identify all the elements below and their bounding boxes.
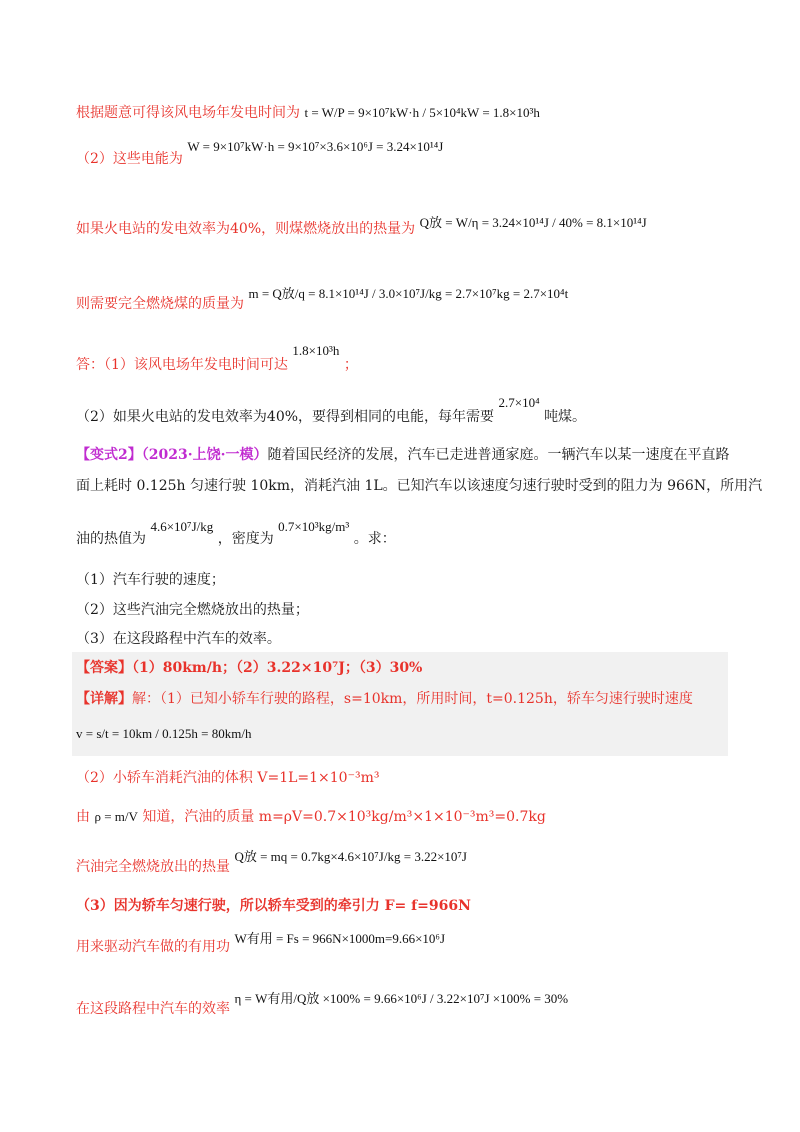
line-3 bbox=[76, 215, 647, 238]
line-5 bbox=[76, 343, 358, 374]
variant-2-tag: 【变式2】 bbox=[76, 447, 142, 463]
heat-value-equation: 4.6×10⁷J/kg bbox=[150, 519, 214, 534]
variant-2-source: （2023·上饶·一模） bbox=[141, 447, 268, 463]
line-1-text: 根据题意可得该风电场年发电时间为 bbox=[76, 105, 300, 121]
line-1 bbox=[76, 102, 540, 122]
step-2-line: （2）小轿车消耗汽油的体积 V=1L=1×10⁻³m³ bbox=[76, 770, 380, 786]
step-6-line bbox=[76, 931, 446, 956]
line-6-equation: 2.7×10⁴ bbox=[498, 395, 540, 410]
velocity-equation: v = s/t = 10km / 0.125h = 80km/h bbox=[76, 726, 252, 741]
line-3-text: 如果火电站的发电效率为40%，则煤燃烧放出的热量为 bbox=[76, 221, 416, 237]
detail-text: 解：（1）已知小轿车行驶的路程，s=10km，所用时间，t=0.125h，轿车匀速行驶时速度 bbox=[132, 691, 693, 707]
step-7-text: 在这段路程中汽车的效率 bbox=[76, 1001, 230, 1017]
variant-2-text-2: 面上耗时 0.125h 匀速行驶 10km，消耗汽油 1L。已知汽车以该速度匀速行驶时受到的阻力为 966N，所用汽 bbox=[76, 478, 763, 494]
variant-2-text-3c: 。求： bbox=[353, 531, 396, 547]
density-formula: ρ = m/V bbox=[94, 809, 138, 824]
step-5-line: （3）因为轿车匀速行驶，所以轿车受到的牵引力 F= f=966N bbox=[76, 898, 471, 914]
question-1: （1）汽车行驶的速度； bbox=[76, 572, 225, 588]
variant-2-line-1 bbox=[76, 444, 729, 464]
useful-work-equation: W有用 = Fs = 966N×1000m=9.66×10⁶J bbox=[234, 931, 446, 946]
detail-tag: 【详解】 bbox=[76, 691, 132, 707]
variant-2-line-2 bbox=[76, 475, 762, 495]
detail-equation-line bbox=[76, 726, 251, 742]
question-2: （2）这些汽油完全燃烧放出的热量； bbox=[76, 602, 309, 618]
variant-2-text-3a: 油的热值为 bbox=[76, 531, 146, 547]
heat-released-equation: Q放 = mq = 0.7kg×4.6×10⁷J/kg = 3.22×10⁷J bbox=[234, 849, 467, 864]
answer-tag: 【答案】 bbox=[76, 660, 132, 676]
detail-line bbox=[76, 688, 693, 708]
step-4-line bbox=[76, 849, 467, 876]
line-5-end: ； bbox=[343, 357, 358, 373]
step-4-text: 汽油完全燃烧放出的热量 bbox=[76, 859, 230, 875]
question-3: （3）在这段路程中汽车的效率。 bbox=[76, 631, 281, 647]
line-4-text: 则需要完全燃烧煤的质量为 bbox=[76, 296, 244, 312]
answer-line bbox=[76, 657, 422, 677]
variant-2-text-1: 随着国民经济的发展，汽车已走进普通家庭。一辆汽车以某一速度在平直路 bbox=[267, 447, 730, 463]
line-2 bbox=[76, 139, 444, 168]
line-4-equation: m = Q放/q = 8.1×10¹⁴J / 3.0×10⁷J/kg = 2.7×10⁷kg = 2.7×10⁴t bbox=[248, 286, 569, 301]
line-2-equation: W = 9×10⁷kW·h = 9×10⁷×3.6×10⁶J = 3.24×10¹⁴J bbox=[187, 139, 444, 154]
line-5-text: 答：（1）该风电场年发电时间可达 bbox=[76, 357, 288, 373]
step-3-line bbox=[76, 806, 546, 826]
line-2-text: （2）这些电能为 bbox=[76, 151, 183, 167]
step-3-text-b: 知道，汽油的质量 m=ρV=0.7×10³kg/m³×1×10⁻³m³=0.7kg bbox=[142, 809, 546, 825]
line-3-equation: Q放 = W/η = 3.24×10¹⁴J / 40% = 8.1×10¹⁴J bbox=[419, 215, 647, 230]
efficiency-equation: η = W有用/Q放 ×100% = 9.66×10⁶J / 3.22×10⁷J ×100% = 30% bbox=[234, 991, 569, 1006]
density-equation: 0.7×10³kg/m³ bbox=[278, 519, 350, 534]
line-5-equation: 1.8×10³h bbox=[292, 343, 340, 358]
variant-2-line-3 bbox=[76, 519, 396, 548]
step-7-line bbox=[76, 991, 569, 1018]
line-1-equation: t = W/P = 9×10⁷kW·h / 5×10⁴kW = 1.8×10³h bbox=[304, 105, 540, 120]
line-6 bbox=[76, 395, 587, 426]
step-3-text-a: 由 bbox=[76, 809, 90, 825]
answer-text: （1）80km/h；（2）3.22×10⁷J；（3）30% bbox=[132, 660, 423, 676]
line-4 bbox=[76, 286, 569, 313]
line-6-text: （2）如果火电站的发电效率为40%，要得到相同的电能，每年需要 bbox=[76, 409, 495, 425]
step-6-text: 用来驱动汽车做的有用功 bbox=[76, 939, 230, 955]
line-6-end: 吨煤。 bbox=[544, 409, 587, 425]
variant-2-text-3b: ，密度为 bbox=[217, 531, 274, 547]
